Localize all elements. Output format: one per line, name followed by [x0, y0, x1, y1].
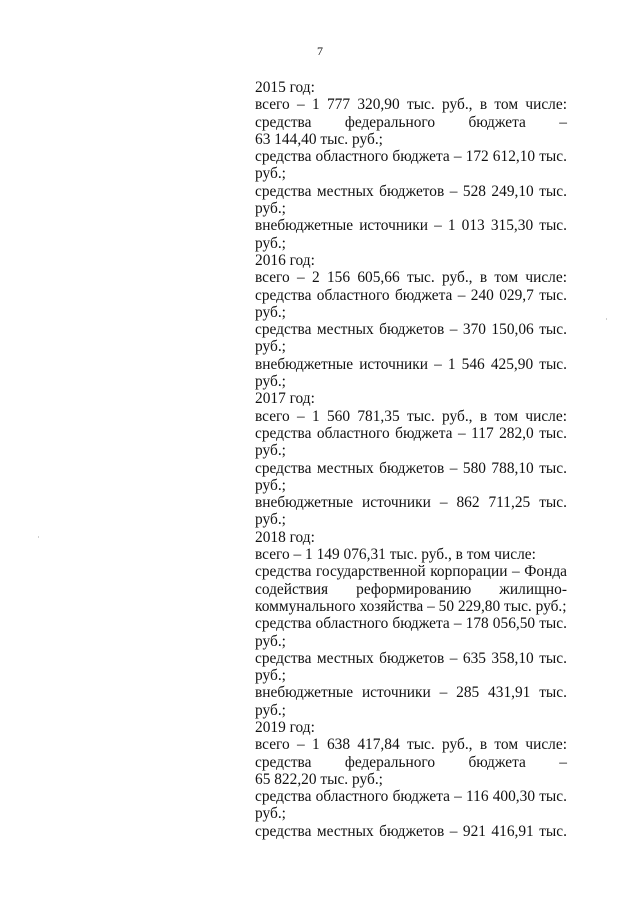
text-line [255, 287, 567, 304]
text-line [255, 823, 567, 840]
text-word: числе: [525, 269, 567, 287]
text-word: всего [255, 407, 290, 425]
scan-artifact [606, 318, 607, 320]
text-word: бюджета [395, 424, 453, 442]
text-word: числе: [525, 407, 567, 425]
text-word: местных [316, 182, 374, 200]
text-word: в [479, 736, 488, 754]
text-word: бюджета [468, 753, 526, 771]
text-word: бюджетов [379, 321, 445, 339]
text-word: 116 [466, 788, 489, 806]
text-line: коммунального хозяйства – 50 229,80 тыс. руб.; [255, 597, 567, 615]
text-word: внебюджетные [255, 217, 354, 235]
text-word: 056,50 [492, 615, 536, 633]
text-word: – [449, 459, 458, 477]
text-word: тыс. [539, 286, 567, 304]
text-word: тыс. [539, 649, 567, 667]
text-word: 417,84 [357, 736, 400, 754]
text-line [255, 148, 567, 165]
text-line [255, 425, 567, 442]
text-word: 781,35 [357, 407, 400, 425]
text-word: внебюджетные [255, 494, 354, 512]
text-word: руб., [442, 96, 473, 114]
text-word: местных [316, 649, 374, 667]
text-word: тыс. [539, 459, 567, 477]
text-word: средства [255, 321, 312, 339]
text-word: – [296, 96, 305, 114]
text-word: внебюджетные [255, 355, 354, 373]
text-word: 1 [311, 96, 320, 114]
text-word: 400,30 [492, 788, 536, 806]
text-line [255, 96, 567, 113]
text-word: 711,25 [488, 494, 531, 512]
text-line: руб.; [255, 476, 286, 494]
text-word: 1 [311, 407, 320, 425]
text-word: 358,10 [491, 649, 534, 667]
text-line [255, 754, 567, 771]
text-column [255, 79, 567, 840]
text-word: 285 [456, 684, 480, 702]
text-word: 580 [462, 459, 486, 477]
text-line: руб.; [255, 234, 286, 252]
text-line [255, 615, 567, 632]
text-word: руб., [442, 736, 473, 754]
text-line: 2018 год: [255, 528, 315, 546]
text-word: 156 [326, 269, 351, 287]
text-word: областного [315, 148, 389, 166]
text-word: том [494, 96, 519, 114]
text-word: местных [316, 321, 374, 339]
text-word: – [434, 217, 442, 235]
text-word: тыс. [539, 148, 567, 166]
text-word: бюджета [392, 788, 450, 806]
text-word: том [494, 269, 519, 287]
text-word: – [296, 269, 305, 287]
text-line: руб.; [255, 805, 286, 823]
text-word: средства [255, 753, 312, 771]
text-word: 320,90 [357, 96, 400, 114]
text-line [255, 684, 567, 701]
text-word: 249,10 [491, 182, 534, 200]
text-word: средства [255, 182, 312, 200]
text-word: – [457, 286, 466, 304]
text-line [255, 460, 567, 477]
text-line [255, 183, 567, 200]
text-word: Фонда [524, 563, 567, 581]
text-word: средства [255, 788, 312, 806]
text-word: областного [315, 788, 389, 806]
text-word: тыс. [539, 217, 567, 235]
text-word: бюджетов [379, 649, 445, 667]
text-word: всего [255, 269, 290, 287]
text-line [255, 494, 567, 511]
text-word: 416,91 [491, 822, 534, 840]
text-line: 65 822,20 тыс. руб.; [255, 770, 383, 788]
text-word: областного [316, 286, 390, 304]
text-word: числе: [525, 736, 567, 754]
text-line [255, 217, 567, 234]
text-word: средства [255, 563, 312, 581]
text-line: 2017 год: [255, 390, 315, 408]
text-word: средства [255, 649, 312, 667]
text-word: средства [255, 148, 312, 166]
text-word: руб., [442, 407, 473, 425]
text-word: в [479, 407, 488, 425]
text-word: 605,66 [357, 269, 400, 287]
text-word: 178 [465, 615, 489, 633]
text-line: руб.; [255, 338, 286, 356]
text-word: тыс. [406, 407, 435, 425]
text-line: 2015 год: [255, 79, 315, 96]
text-word: – [453, 148, 462, 166]
text-word: 150,06 [491, 321, 534, 339]
text-word: 1 [311, 736, 320, 754]
text-line: руб.; [255, 165, 286, 183]
text-word: – [559, 113, 567, 131]
text-word: федерального [344, 113, 436, 131]
scan-artifact [38, 536, 39, 538]
text-word: областного [316, 424, 390, 442]
text-word: – [296, 736, 305, 754]
text-word: средства [255, 424, 312, 442]
text-word: жилищно- [499, 580, 567, 598]
text-word: тыс. [539, 615, 567, 633]
text-word: – [439, 494, 448, 512]
text-word: 638 [326, 736, 351, 754]
text-word: 315,30 [490, 217, 534, 235]
text-word: бюджетов [379, 459, 445, 477]
text-word: 560 [326, 407, 351, 425]
text-word: 528 [462, 182, 486, 200]
text-word: 431,91 [488, 684, 531, 702]
text-line: руб.; [255, 667, 286, 685]
text-word: тыс. [539, 321, 567, 339]
text-word: – [449, 321, 458, 339]
text-word: 117 [471, 424, 494, 442]
text-word: внебюджетные [255, 684, 354, 702]
text-word: 282,0 [499, 424, 534, 442]
text-line [255, 563, 567, 580]
text-word: бюджетов [379, 822, 445, 840]
text-line: 2016 год: [255, 251, 315, 269]
text-line: руб.; [255, 303, 286, 321]
text-line [255, 114, 567, 131]
text-word: областного [315, 615, 389, 633]
page-number: 7 [317, 44, 323, 58]
text-word: бюджета [394, 286, 453, 304]
text-word: том [494, 407, 519, 425]
text-word: 788,10 [491, 459, 534, 477]
text-line: 2019 год: [255, 718, 315, 736]
text-word: средства [255, 113, 312, 131]
text-word: тыс. [406, 269, 435, 287]
text-word: средства [255, 459, 312, 477]
text-word: в [479, 269, 488, 287]
text-line [255, 736, 567, 753]
text-word: 862 [456, 494, 480, 512]
text-word: корпорации [430, 563, 508, 581]
text-word: всего [255, 96, 290, 114]
text-word: – [296, 407, 305, 425]
text-word: содействия [255, 580, 329, 598]
text-word: 425,90 [490, 355, 534, 373]
text-word: 2 [311, 269, 320, 287]
text-word: – [454, 788, 462, 806]
text-line: руб.; [255, 373, 286, 391]
text-word: – [512, 563, 520, 581]
text-line [255, 321, 567, 338]
text-word: руб., [442, 269, 473, 287]
text-word: тыс. [539, 424, 567, 442]
text-line: 63 144,40 тыс. руб.; [255, 130, 383, 148]
text-word: – [449, 822, 458, 840]
text-word: тыс. [539, 684, 567, 702]
text-line [255, 356, 567, 373]
text-word: 921 [462, 822, 486, 840]
text-word: 546 [461, 355, 485, 373]
text-word: бюджета [468, 113, 526, 131]
text-line [255, 269, 567, 286]
text-word: местных [316, 822, 374, 840]
text-word: 240 [470, 286, 494, 304]
text-word: всего [255, 736, 290, 754]
text-word: – [434, 355, 442, 373]
text-word: тыс. [539, 494, 567, 512]
text-line: руб.; [255, 442, 286, 460]
text-word: 635 [462, 649, 486, 667]
text-word: – [449, 649, 458, 667]
text-word: – [439, 684, 448, 702]
text-word: – [453, 615, 462, 633]
text-word: том [494, 736, 519, 754]
text-word: тыс. [539, 355, 567, 373]
text-word: 172 [465, 148, 489, 166]
text-word: тыс. [539, 182, 567, 200]
text-line [255, 650, 567, 667]
text-line: руб.; [255, 632, 286, 650]
text-word: 612,10 [492, 148, 536, 166]
text-word: тыс. [539, 822, 567, 840]
text-line [255, 581, 567, 598]
text-word: бюджетов [379, 182, 445, 200]
text-word: 013 [461, 217, 485, 235]
text-line: руб.; [255, 511, 286, 529]
text-word: государственной [315, 563, 426, 581]
text-word: источники [359, 217, 429, 235]
text-word: федерального [344, 753, 436, 771]
text-word: – [559, 753, 567, 771]
text-word: числе: [525, 96, 567, 114]
text-word: источники [362, 494, 431, 512]
text-word: – [457, 424, 466, 442]
text-word: 370 [462, 321, 486, 339]
text-word: тыс. [539, 788, 567, 806]
text-word: тыс. [406, 96, 435, 114]
text-line: всего – 1 149 076,31 тыс. руб., в том числе: [255, 546, 536, 564]
text-word: 1 [447, 355, 456, 373]
text-word: источники [361, 684, 431, 702]
text-word: средства [255, 615, 312, 633]
text-word: средства [255, 822, 312, 840]
text-line: руб.; [255, 701, 286, 719]
text-word: бюджета [392, 148, 450, 166]
text-word: средства [255, 286, 312, 304]
text-word: 029,7 [499, 286, 534, 304]
text-word: тыс. [406, 736, 435, 754]
text-word: местных [316, 459, 374, 477]
text-word: 777 [326, 96, 351, 114]
text-word: реформированию [356, 580, 472, 598]
text-line [255, 788, 567, 805]
text-word: источники [359, 355, 429, 373]
text-word: бюджета [392, 615, 450, 633]
text-line [255, 408, 567, 425]
text-word: – [449, 182, 458, 200]
text-word: в [479, 96, 488, 114]
text-word: 1 [447, 217, 456, 235]
text-line: руб.; [255, 200, 286, 218]
